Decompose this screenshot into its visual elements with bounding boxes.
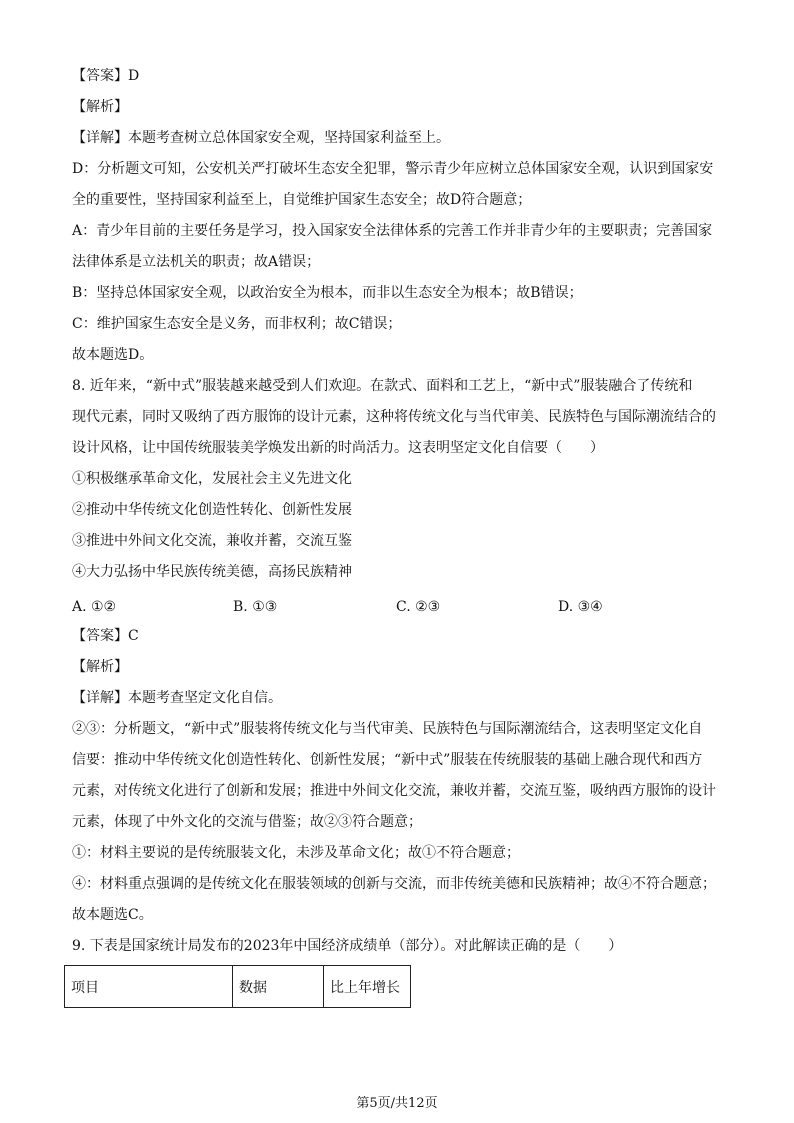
q8-item-2: ②推动中华传统文化创造性转化、创新性发展 (72, 502, 352, 518)
q8-explanation-line5: ①：材料主要说的是传统服装文化，未涉及革命文化；故①不符合题意； (72, 845, 520, 861)
page-footer: 第5页/共12页 (356, 1096, 438, 1111)
table-header-data: 数据 (233, 966, 324, 1008)
q8-option-c: C. ②③ (396, 599, 441, 615)
q7-explanation-a-line2: 法律体系是立法机关的职责；故A错误； (72, 254, 321, 270)
q8-explanation-line4: 元素，体现了中外文化的交流与借鉴；故②③符合题意； (72, 814, 422, 830)
q8-explanation-line6: ④：材料重点强调的是传统文化在服装领域的创新与交流，而非传统美德和民族精神；故④不符合题意； (72, 876, 716, 892)
q7-detail: 【详解】本题考查树立总体国家安全观，坚持国家利益至上。 (72, 130, 450, 146)
q9-stem: 9. 下表是国家统计局发布的2023年中国经济成绩单（部分）。对此解读正确的是（ ） (72, 938, 623, 954)
q8-detail: 【详解】本题考查坚定文化自信。 (72, 690, 282, 706)
economy-table (64, 965, 411, 1008)
q8-option-d: D. ③④ (558, 599, 603, 615)
q7-answer: 【答案】D (72, 68, 140, 84)
q8-item-1: ①积极继承革命文化，发展社会主义先进文化 (72, 471, 352, 487)
q7-conclusion: 故本题选D。 (72, 347, 154, 363)
q7-explanation-d-line1: D：分析题文可知，公安机关严打破坏生态安全犯罪，警示青少年应树立总体国家安全观，认识到国家安 (72, 161, 714, 177)
q8-option-a: A. ①② (72, 599, 117, 615)
q7-explanation-b: B：坚持总体国家安全观，以政治安全为根本，而非以生态安全为根本；故B错误； (72, 285, 583, 301)
q8-item-4: ④大力弘扬中华民族传统美德，高扬民族精神 (72, 564, 352, 580)
q7-explanation-a-line1: A：青少年目前的主要任务是学习，投入国家安全法律体系的完善工作并非青少年的主要职责；完善国家 (72, 223, 713, 239)
q8-option-b: B. ①③ (233, 599, 278, 615)
q7-analysis-label: 【解析】 (72, 99, 128, 115)
q7-explanation-c: C：维护国家生态安全是义务，而非权利；故C错误； (72, 316, 402, 332)
q8-explanation-line1: ②③：分析题文，“新中式”服装将传统文化与当代审美、民族特色与国际潮流结合，这表明坚定文化自 (72, 721, 703, 737)
q8-item-3: ③推进中外间文化交流，兼收并蓄，交流互鉴 (72, 533, 352, 549)
q8-answer: 【答案】C (72, 628, 139, 644)
table-row (65, 966, 411, 1008)
q8-explanation-line3: 元素，对传统文化进行了创新和发展；推进中外间文化交流，兼收并蓄，交流互鉴，吸纳西方服饰的设计 (72, 783, 716, 799)
table-header-item: 项目 (65, 966, 233, 1008)
q8-stem-line2: 现代元素，同时又吸纳了西方服饰的设计元素，这种将传统文化与当代审美、民族特色与国际潮流结合的 (72, 409, 716, 425)
q7-explanation-d-line2: 全的重要性，坚持国家利益至上，自觉维护国家生态安全；故D符合题意； (72, 192, 532, 208)
q8-explanation-line2: 信要：推动中华传统文化创造性转化、创新性发展；“新中式”服装在传统服装的基础上融合现代和西方 (72, 752, 703, 768)
table-header-growth: 比上年增长 (324, 966, 411, 1008)
q8-analysis-label: 【解析】 (72, 659, 128, 675)
q8-stem-line1: 8. 近年来，“新中式”服装越来越受到人们欢迎。在款式、面料和工艺上，“新中式”服装融合了传统和 (72, 378, 693, 394)
q8-conclusion: 故本题选C。 (72, 907, 153, 923)
q8-stem-line3: 设计风格，让中国传统服装美学焕发出新的时尚活力。这表明坚定文化自信要（ ） (72, 440, 604, 456)
